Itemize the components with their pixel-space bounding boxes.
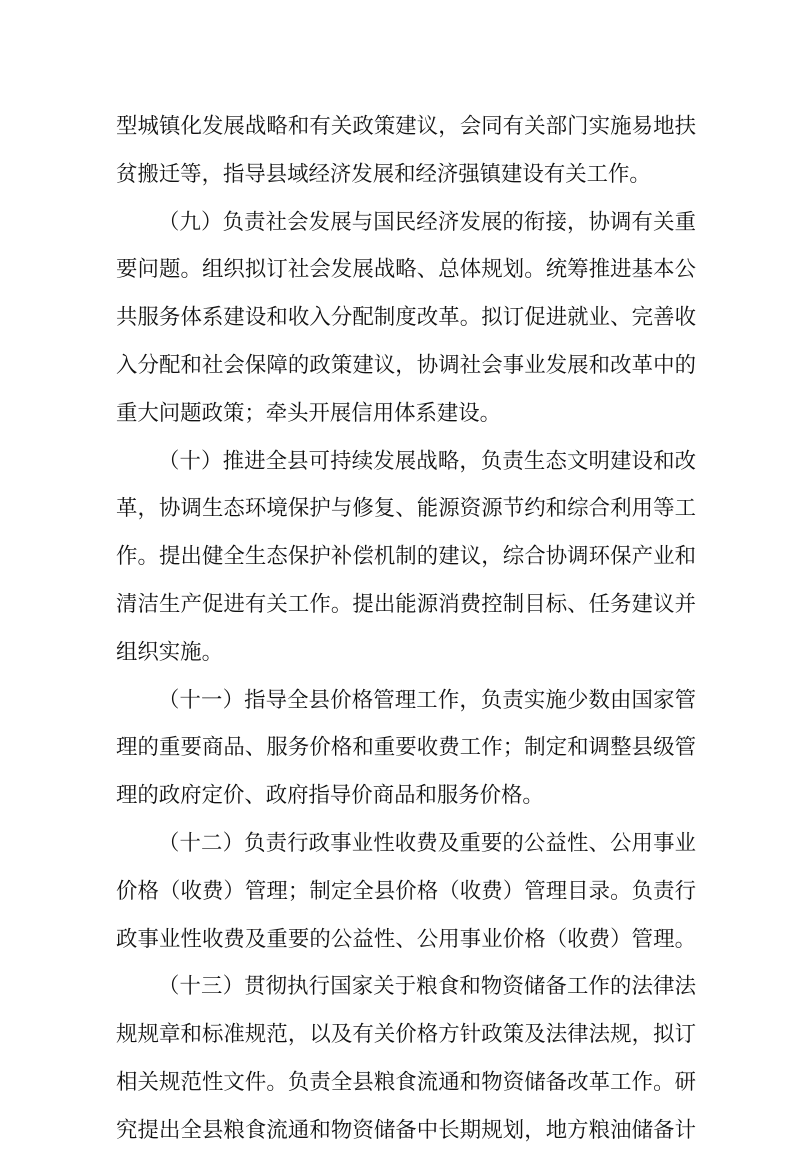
body-text [116,103,696,1155]
text-line: 政事业性收费及重要的公益性、公用事业价格（收费）管理。 [116,926,696,952]
text-line: 共服务体系建设和收入分配制度改革。拟订促进就业、完善收 [116,305,696,331]
text-line: 理的政府定价、政府指导价商品和服务价格。 [116,783,544,809]
paragraph-heading-line: （十二）负责行政事业性收费及重要的公益性、公用事业 [158,830,696,856]
paragraph-heading-line: （九）负责社会发展与国民经济发展的衔接，协调有关重 [158,209,696,235]
text-line: 究提出全县粮食流通和物资储备中长期规划，地方粮油储备计 [116,1117,696,1143]
text-line: 要问题。组织拟订社会发展战略、总体规划。统筹推进基本公 [116,257,696,283]
paragraph-heading-line: （十一）指导全县价格管理工作，负责实施少数由国家管 [158,687,696,713]
text-line: 规规章和标准规范，以及有关价格方针政策及法律法规，拟订 [116,1022,696,1048]
text-line: 重大问题政策；牵头开展信用体系建设。 [116,400,502,426]
text-line: 价格（收费）管理；制定全县价格（收费）管理目录。负责行 [116,878,696,904]
text-line: 理的重要商品、服务价格和重要收费工作；制定和调整县级管 [116,735,696,761]
paragraph-heading-line: （十三）贯彻执行国家关于粮食和物资储备工作的法律法 [158,974,696,1000]
text-line: 贫搬迁等，指导县域经济发展和经济强镇建设有关工作。 [116,161,651,187]
text-line: 清洁生产促进有关工作。提出能源消费控制目标、任务建议并 [116,591,696,617]
text-line: 型城镇化发展战略和有关政策建议，会同有关部门实施易地扶 [116,114,696,139]
paragraph-heading-line: （十）推进全县可持续发展战略，负责生态文明建设和改 [158,448,696,474]
text-line: 组织实施。 [116,639,223,665]
text-line: 相关规范性文件。负责全县粮食流通和物资储备改革工作。研 [116,1069,696,1095]
text-line: 革，协调生态环境保护与修复、能源资源节约和综合利用等工 [116,496,696,522]
text-line: 作。提出健全生态保护补偿机制的建议，综合协调环保产业和 [116,544,696,570]
text-line: 入分配和社会保障的政策建议，协调社会事业发展和改革中的 [116,352,696,378]
